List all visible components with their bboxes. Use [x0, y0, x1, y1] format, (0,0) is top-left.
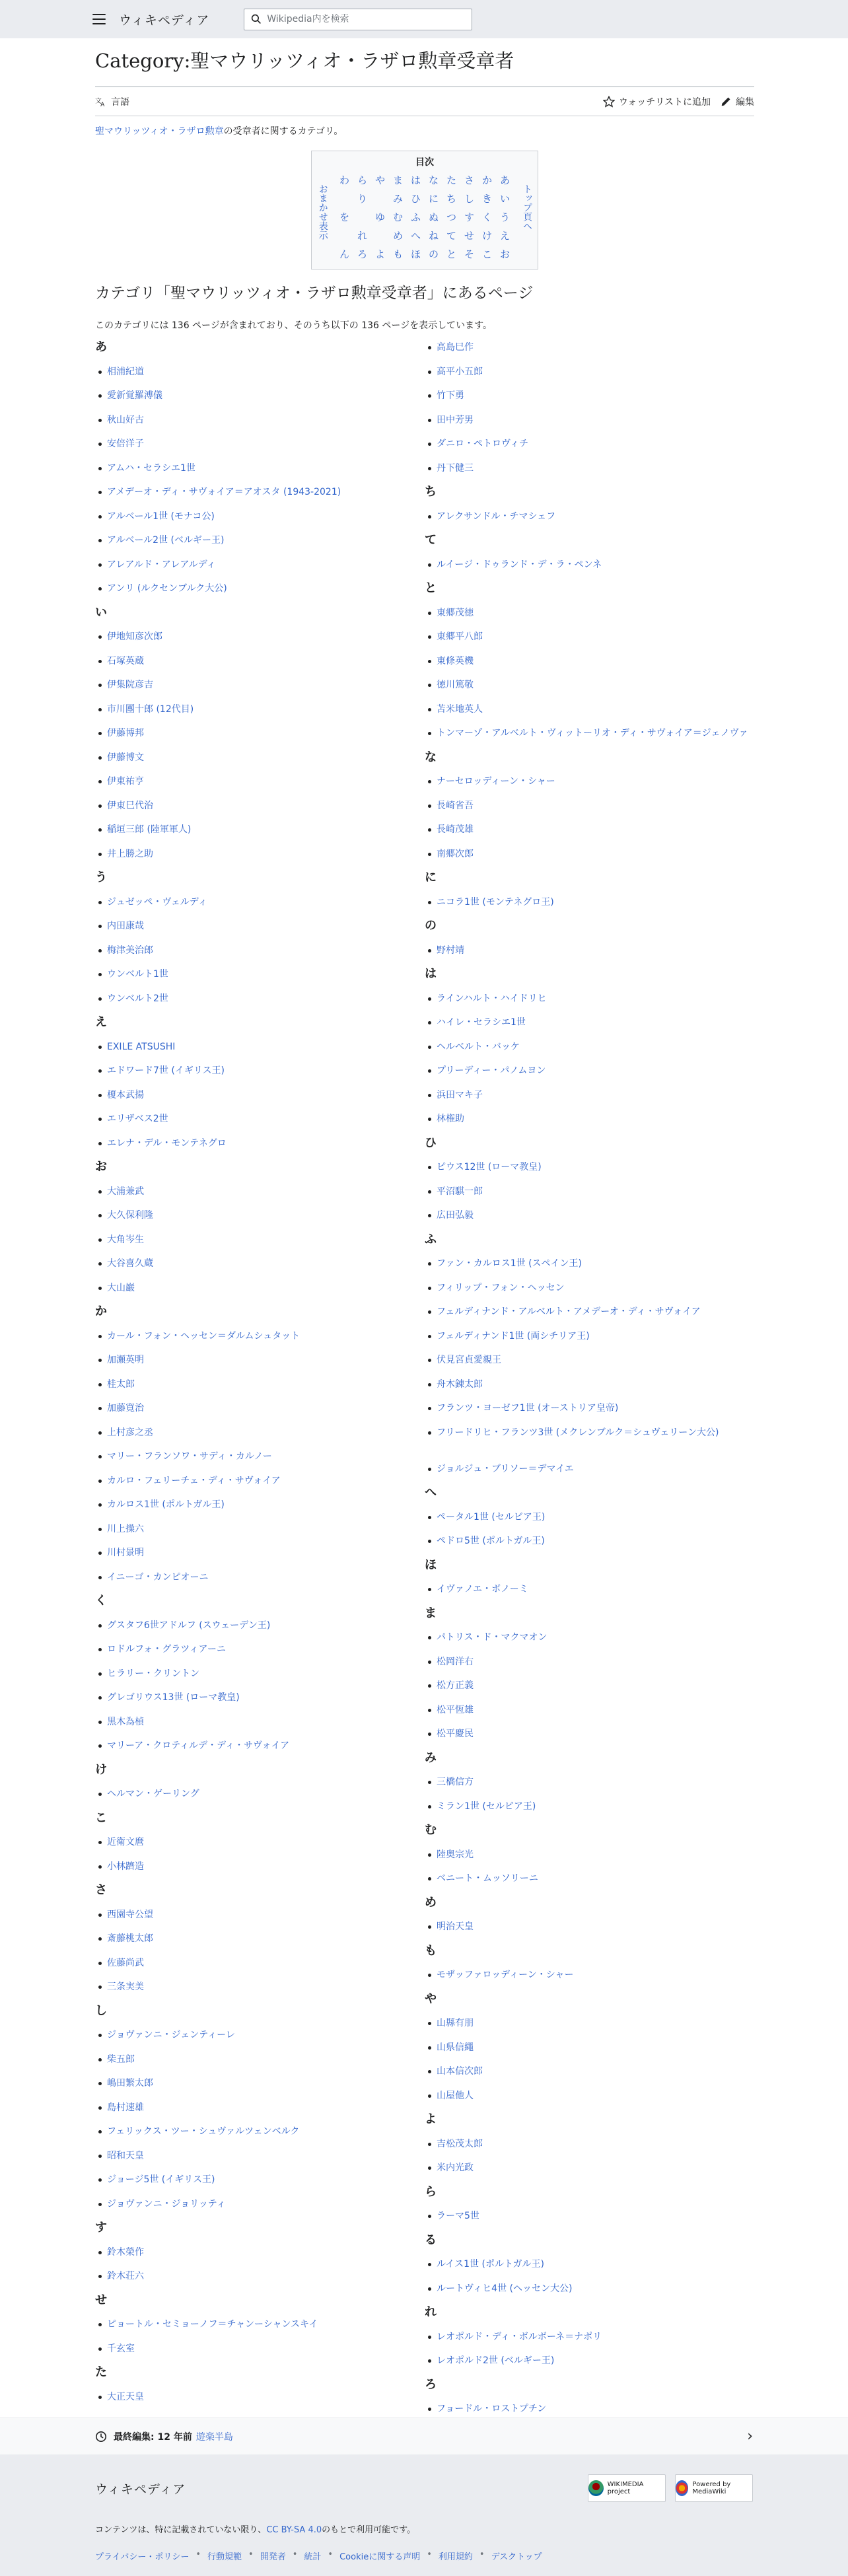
- category-member-link[interactable]: 昭和天皇: [95, 2144, 425, 2168]
- category-member-link[interactable]: 鈴木荘六: [95, 2264, 425, 2289]
- toc-kana-link[interactable]: め: [392, 230, 403, 242]
- group-heading: こ: [95, 1810, 107, 1825]
- toc-kana-link[interactable]: ち: [446, 193, 456, 205]
- toc-kana-link[interactable]: い: [499, 193, 510, 205]
- category-member-link[interactable]: ジョージ5世 (イギリス王): [95, 2168, 425, 2192]
- toc-kana-link[interactable]: え: [499, 230, 510, 242]
- category-member-link[interactable]: エドワード7世 (イギリス王): [95, 1059, 425, 1083]
- category-member-link[interactable]: アンリ (ルクセンブルク大公): [95, 577, 425, 601]
- category-member-link[interactable]: 伊藤博邦: [95, 721, 425, 746]
- toc-kana-link[interactable]: ろ: [357, 248, 367, 261]
- category-member-link[interactable]: 高平小五郎: [425, 360, 754, 384]
- category-member-link[interactable]: 陸奥宗光: [425, 1843, 754, 1867]
- footer-separator: •: [292, 2550, 298, 2559]
- table-of-contents: [311, 151, 538, 269]
- watchlist-label: ウォッチリストに追加: [618, 96, 711, 108]
- category-member-link[interactable]: 大久保利隆: [95, 1203, 425, 1228]
- footer-separator: •: [479, 2550, 485, 2559]
- category-member-link[interactable]: 上村彦之丞: [95, 1421, 425, 1445]
- toc-kana-link[interactable]: ぬ: [428, 211, 439, 224]
- group-heading: い: [95, 605, 107, 620]
- category-member-link[interactable]: 長崎茂雄: [425, 818, 754, 842]
- category-member-link[interactable]: 大正天皇: [95, 2385, 425, 2410]
- category-member-link[interactable]: エリザベス2世: [95, 1107, 425, 1131]
- category-member-link[interactable]: ヘルベルト・バッケ: [425, 1035, 754, 1059]
- category-member-link[interactable]: 丹下健三: [425, 456, 754, 481]
- category-member-link[interactable]: EXILE ATSUSHI: [95, 1035, 425, 1059]
- group-heading: よ: [425, 2112, 437, 2127]
- group-heading: ら: [425, 2184, 437, 2199]
- toc-title: 目次: [415, 157, 434, 168]
- category-member-link[interactable]: グスタフ6世アドルフ (スウェーデン王): [95, 1614, 425, 1638]
- category-member-link[interactable]: フェリックス・ツー・シュヴァルツェンベルク: [95, 2120, 425, 2144]
- section-title: カテゴリ「聖マウリッツィオ・ラザロ勲章受章者」にあるページ: [95, 285, 534, 303]
- category-member-link[interactable]: 千玄室: [95, 2337, 425, 2361]
- category-member-link[interactable]: 山屋他人: [425, 2084, 754, 2108]
- pencil-icon: [720, 96, 732, 108]
- toc-kana-link[interactable]: せ: [464, 230, 474, 242]
- group-heading: あ: [95, 340, 107, 355]
- category-column-right: [425, 336, 754, 2421]
- category-member-link[interactable]: 井上勝之助: [95, 842, 425, 867]
- category-member-link[interactable]: ラーマ5世: [425, 2204, 754, 2229]
- category-member-link[interactable]: ジョヴァンニ・ジェンティーレ: [95, 2023, 425, 2048]
- search-box[interactable]: [244, 9, 472, 30]
- toc-kana-link[interactable]: み: [392, 193, 403, 205]
- edit-label: 編集: [736, 96, 754, 108]
- category-member-link[interactable]: 佐藤尚武: [95, 1951, 425, 1976]
- group-heading: ち: [425, 485, 437, 499]
- category-member-link[interactable]: カルロ・フェリーチェ・ディ・サヴォイア: [95, 1469, 425, 1493]
- toc-kana-link[interactable]: け: [481, 230, 492, 242]
- category-member-link[interactable]: ヒラリー・クリントン: [95, 1662, 425, 1686]
- category-member-link[interactable]: 嶋田繁太郎: [95, 2071, 425, 2096]
- toc-kana-link[interactable]: あ: [499, 174, 510, 187]
- category-member-link[interactable]: 斎藤桃太郎: [95, 1927, 425, 1951]
- category-member-link[interactable]: 松方正義: [425, 1674, 754, 1698]
- category-member-link[interactable]: 長崎省吾: [425, 794, 754, 818]
- category-member-link[interactable]: レオポルド・ディ・ボルボーネ＝ナポリ: [425, 2325, 754, 2349]
- category-member-link[interactable]: ルートヴィヒ4世 (ヘッセン大公): [425, 2277, 754, 2301]
- group-heading: め: [425, 1895, 437, 1910]
- footer-link[interactable]: 統計: [304, 2552, 322, 2562]
- footer-separator: •: [427, 2550, 432, 2559]
- toc-kana-link[interactable]: ら: [357, 174, 367, 187]
- group-heading: さ: [95, 1883, 107, 1898]
- group-heading: え: [95, 1015, 107, 1030]
- star-icon: [603, 96, 615, 108]
- category-member-link[interactable]: 黒木為楨: [95, 1710, 425, 1735]
- toc-kana-link[interactable]: す: [464, 211, 474, 224]
- group-heading: く: [95, 1594, 107, 1608]
- category-member-link[interactable]: マリー・フランソワ・サディ・カルノー: [95, 1445, 425, 1469]
- group-heading: の: [425, 919, 437, 933]
- category-member-link[interactable]: グレゴリウス13世 (ローマ教皇): [95, 1686, 425, 1710]
- parent-category-link[interactable]: 聖マウリッツィオ・ラザロ勲章: [95, 126, 224, 137]
- toc-column: [496, 171, 514, 264]
- category-member-link[interactable]: フェルディナンド・アルベルト・アメデーオ・ディ・サヴォイア: [425, 1300, 754, 1324]
- toc-kana-link[interactable]: と: [446, 248, 456, 261]
- search-input[interactable]: [267, 14, 465, 24]
- category-member-link[interactable]: カール・フォン・ヘッセン＝ダルムシュタット: [95, 1324, 425, 1349]
- footer-links: [95, 2550, 753, 2562]
- group-heading: な: [425, 750, 437, 764]
- category-member-link[interactable]: 安倍洋子: [95, 432, 425, 456]
- category-member-link[interactable]: 大谷喜久蔵: [95, 1252, 425, 1276]
- category-description: 聖マウリッツィオ・ラザロ勲章の受章者に関するカテゴリ。: [95, 126, 343, 137]
- page-title: Category:聖マウリッツィオ・ラザロ勲章受章者: [95, 38, 754, 87]
- category-member-link[interactable]: 島村速雄: [95, 2096, 425, 2120]
- group-heading: ほ: [425, 1557, 437, 1572]
- toc-kana-link[interactable]: は: [410, 174, 421, 187]
- category-member-link[interactable]: 松平慶民: [425, 1722, 754, 1746]
- group-heading: と: [425, 581, 437, 596]
- category-member-link[interactable]: 鈴木榮作: [95, 2240, 425, 2265]
- category-member-link[interactable]: 高島巳作: [425, 336, 754, 360]
- page-toolbar: [95, 87, 754, 116]
- toc-kana-link[interactable]: を: [339, 211, 349, 224]
- category-member-link[interactable]: 山県信繩: [425, 2036, 754, 2060]
- main-menu-icon[interactable]: [92, 14, 106, 24]
- wikimedia-badge[interactable]: WIKIMEDIA project: [588, 2474, 666, 2502]
- toc-kana-link[interactable]: く: [481, 211, 492, 224]
- wikimedia-logo-icon: [588, 2480, 604, 2496]
- language-label: 言語: [111, 96, 129, 108]
- category-member-link[interactable]: ハイレ・セラシエ1世: [425, 1011, 754, 1035]
- toc-kana-link[interactable]: か: [481, 174, 492, 187]
- category-member-link[interactable]: レオポルド2世 (ベルギー王): [425, 2349, 754, 2373]
- footer-logo: ウィキペディア: [95, 2482, 186, 2497]
- category-member-link[interactable]: 大浦兼武: [95, 1180, 425, 1204]
- toc-kana-link[interactable]: ん: [339, 248, 349, 261]
- group-heading: か: [95, 1305, 107, 1319]
- group-heading: む: [425, 1823, 437, 1838]
- toc-column: [442, 171, 460, 264]
- edit-button[interactable]: [720, 95, 754, 108]
- category-member-link[interactable]: 浜田マキ子: [425, 1083, 754, 1108]
- footer-link[interactable]: デスクトップ: [491, 2552, 542, 2562]
- category-member-link[interactable]: マリーア・クロティルデ・ディ・サヴォイア: [95, 1734, 425, 1758]
- category-member-link[interactable]: ルイス1世 (ポルトガル王): [425, 2252, 754, 2277]
- category-member-link[interactable]: 三条実美: [95, 1975, 425, 1999]
- category-member-link[interactable]: エレナ・デル・モンテネグロ: [95, 1131, 425, 1156]
- category-member-link[interactable]: 東條英機: [425, 649, 754, 674]
- category-member-link[interactable]: フィリップ・フォン・ヘッセン: [425, 1276, 754, 1301]
- group-heading: ろ: [425, 2377, 437, 2392]
- toc-kana-link[interactable]: つ: [446, 211, 456, 224]
- svg-text:A: A: [100, 101, 105, 108]
- category-member-link[interactable]: アメデーオ・ディ・サヴォイア＝アオスタ (1943-2021): [95, 480, 425, 505]
- category-member-link[interactable]: ウンベルト2世: [95, 987, 425, 1011]
- category-member-link[interactable]: 吉松茂太郎: [425, 2132, 754, 2157]
- footer-link[interactable]: プライバシー・ポリシー: [95, 2552, 190, 2562]
- group-heading: す: [95, 2221, 107, 2235]
- category-member-link[interactable]: 伊東祐亨: [95, 769, 425, 794]
- footer-separator: •: [195, 2550, 201, 2559]
- top-header: [0, 0, 848, 38]
- category-member-link[interactable]: フリードリヒ・フランツ3世 (メクレンブルク＝シュヴェリーン大公): [425, 1421, 754, 1457]
- category-member-link[interactable]: 川村景明: [95, 1541, 425, 1565]
- category-member-link[interactable]: 大角岑生: [95, 1228, 425, 1252]
- category-member-link[interactable]: ミラン1世 (セルビア王): [425, 1795, 754, 1819]
- license-text: コンテンツは、特に記載されていない限り、CC BY-SA 4.0のもとで利用可能です。: [95, 2525, 416, 2535]
- category-member-link[interactable]: 竹下勇: [425, 384, 754, 408]
- category-member-link[interactable]: 石塚英蔵: [95, 649, 425, 674]
- toc-kana-link[interactable]: な: [428, 174, 439, 187]
- mediawiki-badge[interactable]: Powered by MediaWiki: [675, 2474, 753, 2502]
- group-heading: し: [95, 2003, 107, 2018]
- category-member-link[interactable]: 小林躋造: [95, 1855, 425, 1879]
- category-member-link[interactable]: カルロス1世 (ポルトガル王): [95, 1493, 425, 1517]
- category-member-link[interactable]: ロドルフォ・グラツィアーニ: [95, 1637, 425, 1662]
- group-heading: は: [425, 967, 437, 982]
- category-member-link[interactable]: 西園寺公望: [95, 1903, 425, 1927]
- toc-column: [460, 171, 478, 264]
- site-logo[interactable]: ウィキペディア: [119, 13, 210, 28]
- group-heading: れ: [425, 2305, 437, 2320]
- group-heading: て: [425, 533, 437, 548]
- category-member-link[interactable]: 川上操六: [95, 1517, 425, 1542]
- group-heading: ま: [425, 1606, 437, 1620]
- toc-kana-link[interactable]: こ: [481, 248, 492, 261]
- toc-column: [407, 171, 425, 264]
- category-member-link[interactable]: ナーセロッディーン・シャー: [425, 769, 754, 794]
- toc-kana-link[interactable]: て: [446, 230, 456, 242]
- footer-link[interactable]: 開発者: [260, 2552, 286, 2562]
- category-member-link[interactable]: 南郷次郎: [425, 842, 754, 867]
- footer-link[interactable]: Cookieに関する声明: [339, 2552, 421, 2562]
- category-member-link[interactable]: 梅津美治郎: [95, 939, 425, 963]
- category-member-link[interactable]: フェルディナンド1世 (両シチリア王): [425, 1324, 754, 1349]
- toc-kana-link[interactable]: お: [499, 248, 510, 261]
- category-member-link[interactable]: トンマーゾ・アルベルト・ヴィットーリオ・ディ・サヴォイア＝ジェノヴァ: [425, 721, 754, 746]
- group-heading: に: [425, 871, 437, 885]
- category-member-link[interactable]: 伊東巳代治: [95, 794, 425, 818]
- category-member-link[interactable]: 伊集院彦吉: [95, 673, 425, 698]
- toc-random-link[interactable]: おまかせ表示: [317, 184, 328, 240]
- category-member-link[interactable]: ピウス12世 (ローマ教皇): [425, 1155, 754, 1180]
- language-icon: [95, 96, 107, 108]
- category-member-link[interactable]: 野村靖: [425, 939, 754, 963]
- toc-kana-link[interactable]: ほ: [410, 248, 421, 261]
- toc-kana-link[interactable]: ま: [392, 174, 403, 187]
- license-link[interactable]: CC BY-SA 4.0: [266, 2525, 322, 2535]
- category-member-link[interactable]: 伊地知彦次郎: [95, 625, 425, 649]
- category-member-link[interactable]: ペータル1世 (セルビア王): [425, 1505, 754, 1530]
- category-member-link[interactable]: パトリス・ド・マクマオン: [425, 1626, 754, 1650]
- category-member-link[interactable]: 広田弘毅: [425, 1203, 754, 1228]
- category-member-link[interactable]: 三橋信方: [425, 1770, 754, 1795]
- mediawiki-logo-icon: [676, 2480, 688, 2496]
- category-member-link[interactable]: アルベール1世 (モナコ公): [95, 505, 425, 529]
- watchlist-button[interactable]: [603, 95, 711, 108]
- toc-kana-link[interactable]: む: [392, 211, 403, 224]
- toc-kana-link[interactable]: し: [464, 193, 474, 205]
- category-member-link[interactable]: ピョートル・セミョーノフ＝チャンーシャンスキイ: [95, 2312, 425, 2337]
- category-member-link[interactable]: 苫米地英人: [425, 698, 754, 722]
- chevron-right-icon: ›: [747, 2428, 753, 2445]
- group-heading: ひ: [425, 1135, 437, 1150]
- toc-kana-link[interactable]: わ: [339, 174, 349, 187]
- category-member-link[interactable]: 市川團十郎 (12代目): [95, 698, 425, 722]
- toc-kana-link[interactable]: も: [392, 248, 403, 261]
- toc-kana-link[interactable]: た: [446, 174, 456, 187]
- footer: [0, 2455, 848, 2576]
- category-member-link[interactable]: 山縣有朋: [425, 2011, 754, 2036]
- category-member-link[interactable]: 愛新覚羅溥儀: [95, 384, 425, 408]
- category-member-link[interactable]: 舟木錬太郎: [425, 1373, 754, 1397]
- footer-link[interactable]: 利用規約: [438, 2552, 473, 2562]
- footer-link[interactable]: 行動規範: [207, 2552, 242, 2562]
- category-member-link[interactable]: 内田康哉: [95, 914, 425, 939]
- page-count-text: このカテゴリには 136 ページが含まれており、そのうち以下の 136 ページを表示しています。: [95, 320, 493, 332]
- footer-separator: •: [328, 2550, 334, 2559]
- category-member-link[interactable]: モザッファロッディーン・シャー: [425, 1963, 754, 1987]
- last-edited-user[interactable]: 遊楽半島: [195, 2431, 233, 2443]
- last-edited-bar[interactable]: [0, 2417, 848, 2455]
- toc-column: [371, 171, 389, 264]
- group-heading: お: [95, 1160, 107, 1174]
- category-member-link[interactable]: イヴァノエ・ボノーミ: [425, 1577, 754, 1602]
- category-member-link[interactable]: 柴五郎: [95, 2048, 425, 2072]
- category-member-link[interactable]: ペドロ5世 (ポルトガル王): [425, 1529, 754, 1554]
- category-member-link[interactable]: ジュゼッペ・ヴェルディ: [95, 890, 425, 915]
- group-heading: け: [95, 1762, 107, 1777]
- category-member-link[interactable]: 桂太郎: [95, 1373, 425, 1397]
- search-icon: [251, 14, 262, 24]
- category-member-link[interactable]: 大山巌: [95, 1276, 425, 1301]
- toc-kana-link[interactable]: に: [428, 193, 439, 205]
- category-member-link[interactable]: ニコラ1世 (モンテネグロ王): [425, 890, 754, 915]
- group-heading: へ: [425, 1485, 437, 1500]
- category-member-link[interactable]: 加瀬英明: [95, 1348, 425, 1373]
- category-member-link[interactable]: 徳川篤敬: [425, 673, 754, 698]
- toc-kana-link[interactable]: ゆ: [374, 211, 385, 224]
- toc-kana-link[interactable]: う: [499, 211, 510, 224]
- category-member-link[interactable]: 松平恆雄: [425, 1698, 754, 1723]
- category-member-link[interactable]: イニーゴ・カンピオーニ: [95, 1565, 425, 1590]
- category-member-link[interactable]: 林権助: [425, 1107, 754, 1131]
- category-member-link[interactable]: 伊藤博文: [95, 746, 425, 770]
- clock-icon: [95, 2431, 107, 2443]
- group-heading: み: [425, 1750, 437, 1765]
- category-member-link[interactable]: ファン・カルロス1世 (スペイン王): [425, 1252, 754, 1276]
- toc-kana-link[interactable]: り: [357, 193, 367, 205]
- toc-kana-link[interactable]: さ: [464, 174, 474, 187]
- toc-kana-link[interactable]: き: [481, 193, 492, 205]
- toc-kana-link[interactable]: れ: [357, 230, 367, 242]
- category-member-link[interactable]: アルベール2世 (ベルギー王): [95, 528, 425, 553]
- category-member-link[interactable]: ルイージ・ドゥランド・デ・ラ・ペンネ: [425, 553, 754, 577]
- category-member-link[interactable]: ベニート・ムッソリーニ: [425, 1867, 754, 1891]
- category-member-link[interactable]: ジョヴァンニ・ジョリッティ: [95, 2192, 425, 2217]
- category-member-link[interactable]: プリーディー・パノムヨン: [425, 1059, 754, 1083]
- category-member-link[interactable]: 田中芳男: [425, 408, 754, 433]
- toc-top-link[interactable]: トップ頁へ: [522, 184, 532, 231]
- group-heading: る: [425, 2233, 437, 2247]
- category-member-link[interactable]: 近衛文麿: [95, 1830, 425, 1855]
- group-heading: も: [425, 1943, 437, 1958]
- group-heading: ふ: [425, 1232, 437, 1246]
- toc-kana-link[interactable]: や: [374, 174, 385, 187]
- category-member-link[interactable]: 松岡洋右: [425, 1650, 754, 1674]
- category-member-link[interactable]: フランツ・ヨーゼフ1世 (オーストリア皇帝): [425, 1396, 754, 1421]
- category-member-link[interactable]: 秋山好古: [95, 408, 425, 433]
- svg-text:文: 文: [95, 97, 102, 105]
- category-member-link[interactable]: ダニロ・ペトロヴィチ: [425, 432, 754, 456]
- toc-kana-grid: [336, 171, 514, 264]
- toc-column: [389, 171, 407, 264]
- category-member-link[interactable]: 山本信次郎: [425, 2059, 754, 2084]
- last-edited-label: 最終編集: 12 年前: [114, 2431, 192, 2443]
- toc-column: [336, 171, 353, 264]
- group-heading: せ: [95, 2293, 107, 2307]
- category-member-link[interactable]: 平沼騏一郎: [425, 1180, 754, 1204]
- category-member-link[interactable]: アムハ・セラシエ1世: [95, 456, 425, 481]
- toc-kana-link[interactable]: の: [428, 248, 439, 261]
- category-member-link[interactable]: 米内光政: [425, 2156, 754, 2180]
- category-member-link[interactable]: 東郷茂徳: [425, 601, 754, 626]
- toc-kana-link[interactable]: そ: [464, 248, 474, 261]
- toc-kana-link[interactable]: ひ: [410, 193, 421, 205]
- category-member-link[interactable]: 明治天皇: [425, 1915, 754, 1939]
- category-member-link[interactable]: 稲垣三郎 (陸軍軍人): [95, 818, 425, 842]
- category-member-link[interactable]: ウンベルト1世: [95, 962, 425, 987]
- language-button[interactable]: [95, 95, 129, 108]
- main-content: [95, 38, 754, 2421]
- category-member-link[interactable]: アレアルド・アレアルディ: [95, 553, 425, 577]
- category-column-left: [95, 336, 425, 2421]
- category-member-link[interactable]: ヘルマン・ゲーリング: [95, 1782, 425, 1807]
- category-columns: [95, 336, 754, 2421]
- toc-column: [353, 171, 371, 264]
- category-member-link[interactable]: ラインハルト・ハイドリヒ: [425, 987, 754, 1011]
- category-member-link[interactable]: アレクサンドル・チマシェフ: [425, 505, 754, 529]
- toc-kana-link[interactable]: へ: [410, 230, 421, 242]
- toc-column: [425, 171, 442, 264]
- category-member-link[interactable]: 東郷平八郎: [425, 625, 754, 649]
- category-member-link[interactable]: 榎本武揚: [95, 1083, 425, 1108]
- toc-kana-link[interactable]: ね: [428, 230, 439, 242]
- group-heading: た: [95, 2365, 107, 2380]
- category-member-link[interactable]: 加藤寛治: [95, 1396, 425, 1421]
- category-member-link[interactable]: ジョルジュ・ブリソー＝デマイエ: [425, 1457, 754, 1482]
- toc-kana-link[interactable]: よ: [374, 248, 385, 261]
- category-member-link[interactable]: 伏見宮貞愛親王: [425, 1348, 754, 1373]
- category-member-link[interactable]: フョードル・ロストプチン: [425, 2397, 754, 2421]
- footer-separator: •: [248, 2550, 254, 2559]
- toc-column: [478, 171, 496, 264]
- group-heading: や: [425, 1991, 437, 2006]
- toc-kana-link[interactable]: ふ: [410, 211, 421, 224]
- category-member-link[interactable]: 相浦紀道: [95, 360, 425, 384]
- group-heading: う: [95, 871, 107, 885]
